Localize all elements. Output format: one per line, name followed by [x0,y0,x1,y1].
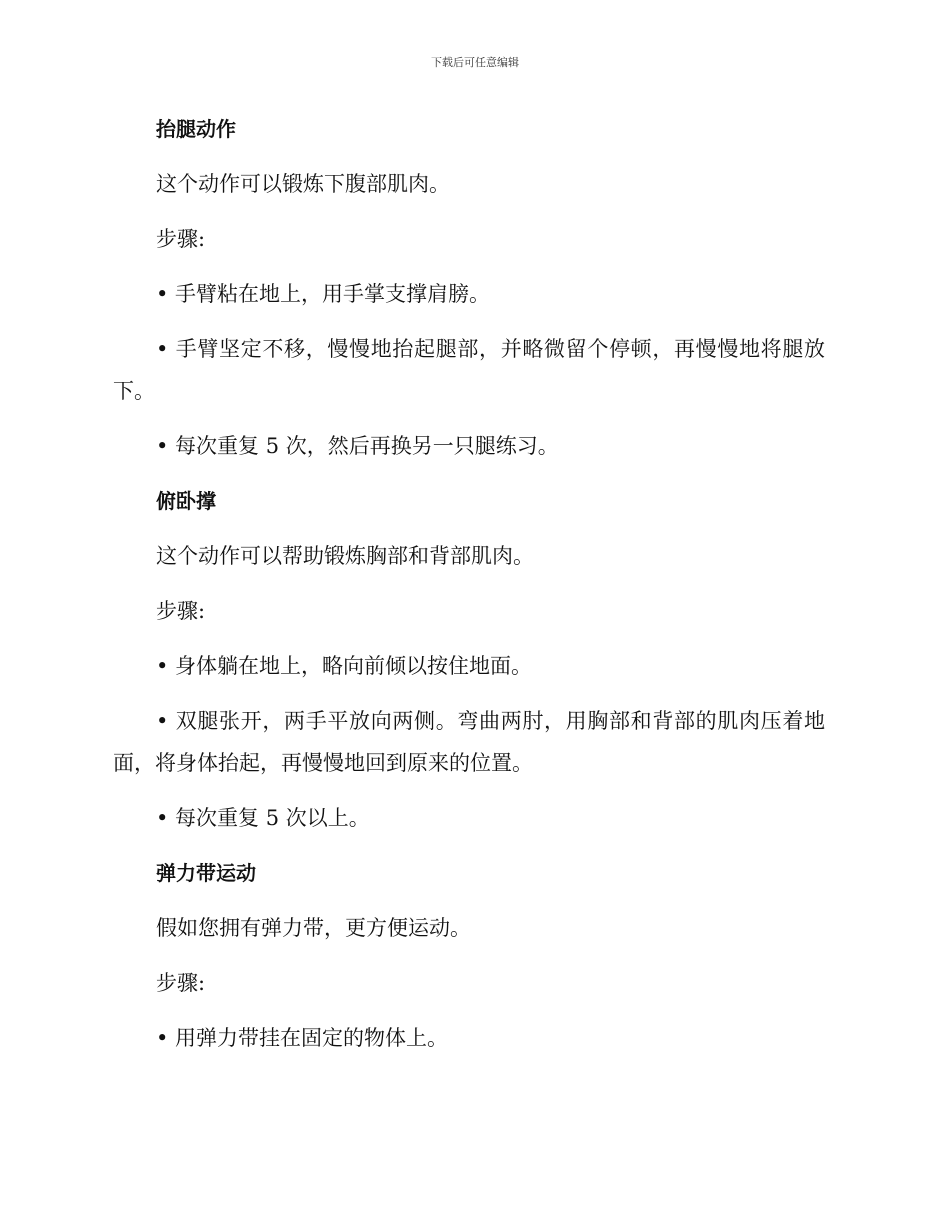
section-intro: 这个动作可以锻炼下腹部肌肉。 [156,172,450,196]
section-intro: 假如您拥有弹力带，更方便运动。 [156,916,471,940]
step-item: • 每次重复 5 次，然后再换另一只腿练习。 [156,434,559,458]
step-item: • 手臂坚定不移，慢慢地抬起腿部，并略微留个停顿，再慢慢地将腿放下。 [113,337,825,403]
section-intro: 这个动作可以帮助锻炼胸部和背部肌肉。 [156,544,534,568]
section-title: 抬腿动作 [156,117,236,141]
step-item: • 双腿张开，两手平放向两侧。弯曲两肘，用胸部和背部的肌肉压着地面，将身体抬起，再慢慢地回到原来的位置。 [113,709,825,775]
step-item: • 每次重复 5 次以上。 [156,806,370,830]
document-body [113,108,825,1059]
step-item: • 手臂粘在地上，用手掌支撑肩膀。 [156,282,491,306]
step-item: • 用弹力带挂在固定的物体上。 [156,1026,449,1050]
section-title: 弹力带运动 [156,861,256,885]
step-item: • 身体躺在地上，略向前倾以按住地面。 [156,654,533,678]
steps-label: 步骤: [156,599,206,623]
steps-label: 步骤: [156,227,206,251]
page-header: 下载后可任意编辑 [431,56,519,69]
section-title: 俯卧撑 [156,489,216,513]
steps-label: 步骤: [156,971,206,995]
